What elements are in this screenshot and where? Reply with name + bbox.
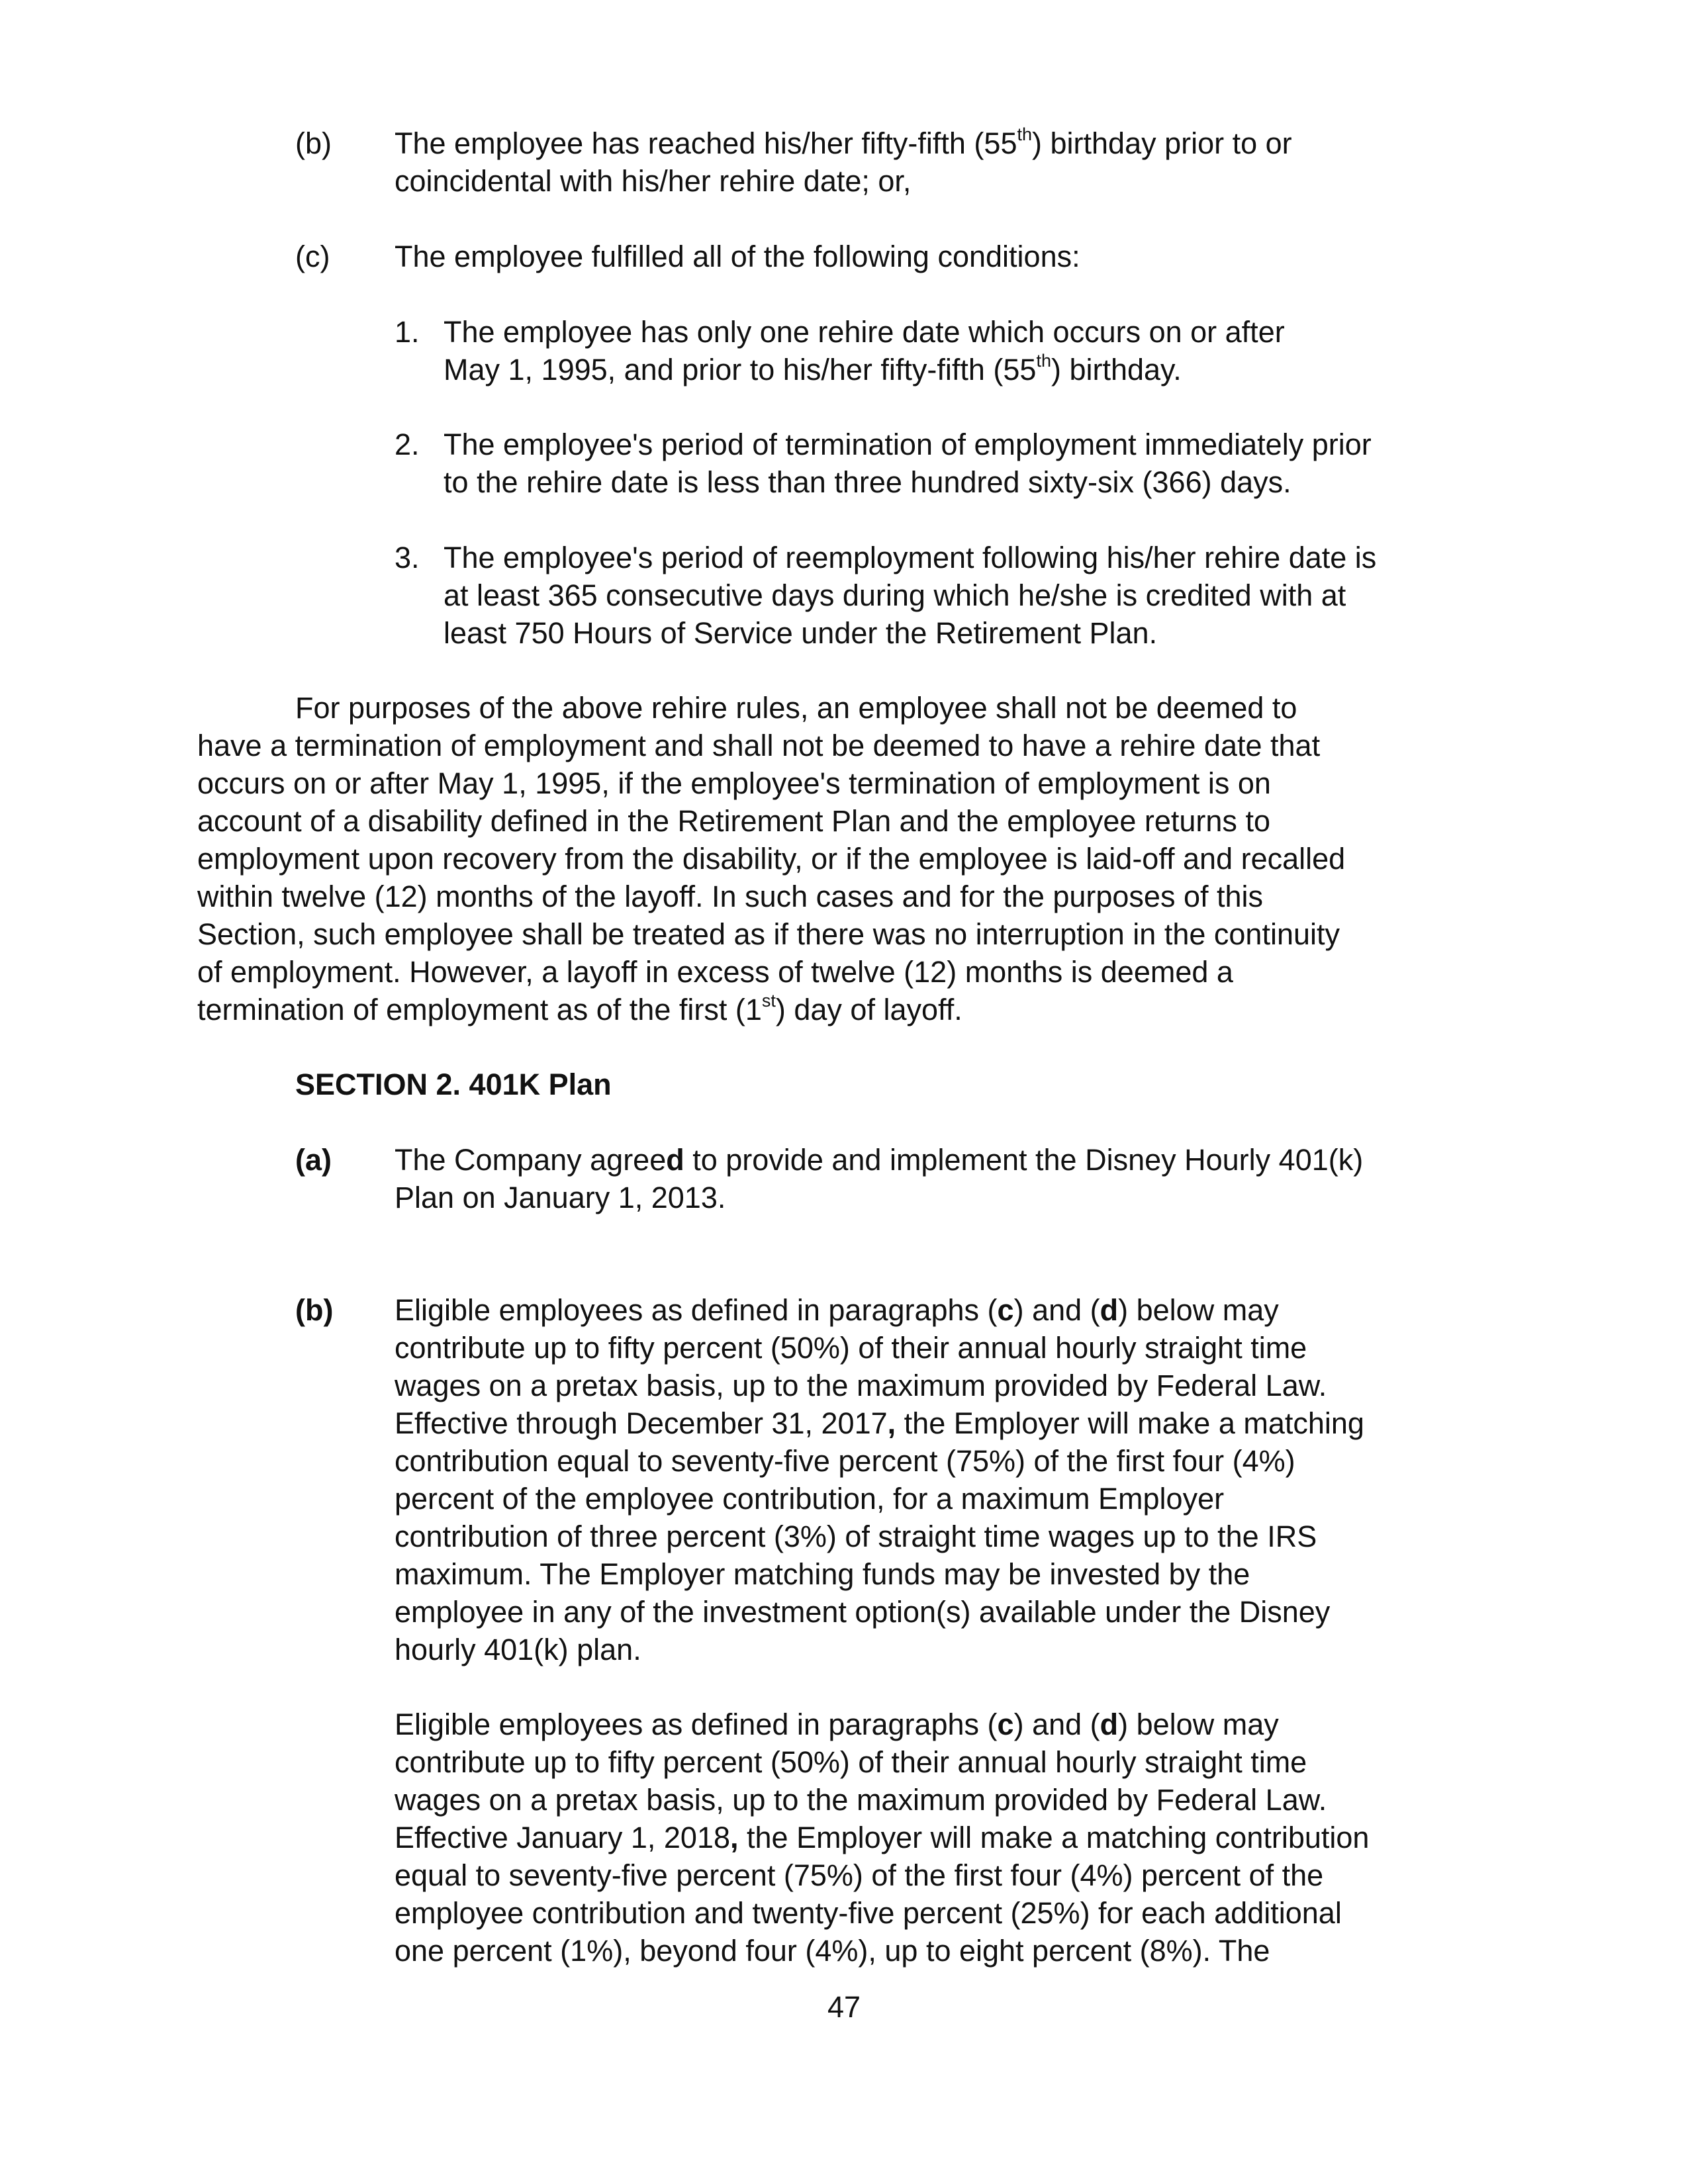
condition-2-text: The employee's period of termination of employment immediately prior to the rehire date is less than three hundred sixty-six (366) days. [444, 428, 1372, 499]
item-c-text: The employee fulfilled all of the following conditions: [395, 240, 1080, 273]
item-b-line-2: coincidental with his/her rehire date; or, [395, 164, 912, 198]
item-b-line-1: The employee has reached his/her fifty-fifth (55th) birthday prior to or [395, 124, 1292, 160]
item-b-text [395, 124, 1292, 200]
section-2-item-a-label: (a) [295, 1143, 332, 1177]
section-2-item-b-label: (b) [295, 1293, 334, 1327]
page-number: 47 [827, 1990, 861, 2024]
section-2-item-b-paragraph-2: Eligible employees as defined in paragraphs (c) and (d) below may contribute up to fifty percent (50%) of their annual hourly straight time wages on a pretax basis, up to the maximum provided by Federal Law. Effective January 1, 2018, the Employer will make a matching contribution equal to seventy-five percent (75%) of the first four (4%) percent of the employee contribution and twenty-five percent (25%) for each additional one percent (1%), beyond four (4%), up to eight percent (8%). The [395, 1707, 1370, 1968]
section-2-item-b-paragraph-1: Eligible employees as defined in paragraphs (c) and (d) below may contribute up to fifty percent (50%) of their annual hourly straight time wages on a pretax basis, up to the maximum provided by Federal Law. Effective through December 31, 2017, the Employer will make a matching contribution equal to seventy-five percent (75%) of the first four (4%) percent of the employee contribution, for a maximum Employer contribution of three percent (3%) of straight time wages up to the IRS maximum. The Employer matching funds may be invested by the employee in any of the investment option(s) available under the Disney hourly 401(k) plan. [395, 1293, 1364, 1666]
section-2-heading: SECTION 2. 401K Plan [295, 1068, 612, 1101]
item-b-label: (b) [295, 126, 332, 160]
condition-3-text: The employee's period of reemployment following his/her rehire date is at least 365 consecutive days during which he/she is credited with at least 750 Hours of Service under the Retirement Plan. [444, 541, 1377, 650]
condition-1-text: The employee has only one rehire date which occurs on or after May 1, 1995, and prior to his/her fifty-fifth (55th) birthday. [444, 315, 1285, 387]
condition-3-number: 3. [395, 541, 420, 574]
condition-2-number: 2. [395, 428, 420, 461]
section-2-item-a-text: The Company agreed to provide and implement the Disney Hourly 401(k) Plan on January 1, 2013. [395, 1143, 1364, 1214]
item-c-label: (c) [295, 240, 330, 273]
rehire-rules-paragraph: For purposes of the above rehire rules, an employee shall not be deemed to have a termination of employment and shall not be deemed to have a rehire date that occurs on or after May 1, 1995, if the employee's termination of employment is on account of a disability defined in the Retirement Plan and the employee returns to employment upon recovery from the disability, or if the employee is laid-off and recalled within twelve (12) months of the layoff. In such cases and for the purposes of this Section, such employee shall be treated as if there was no interruption in the continuity of employment. However, a layoff in excess of twelve (12) months is deemed a termination of employment as of the first (1st) day of layoff. [197, 691, 1346, 1026]
condition-1-number: 1. [395, 315, 420, 349]
